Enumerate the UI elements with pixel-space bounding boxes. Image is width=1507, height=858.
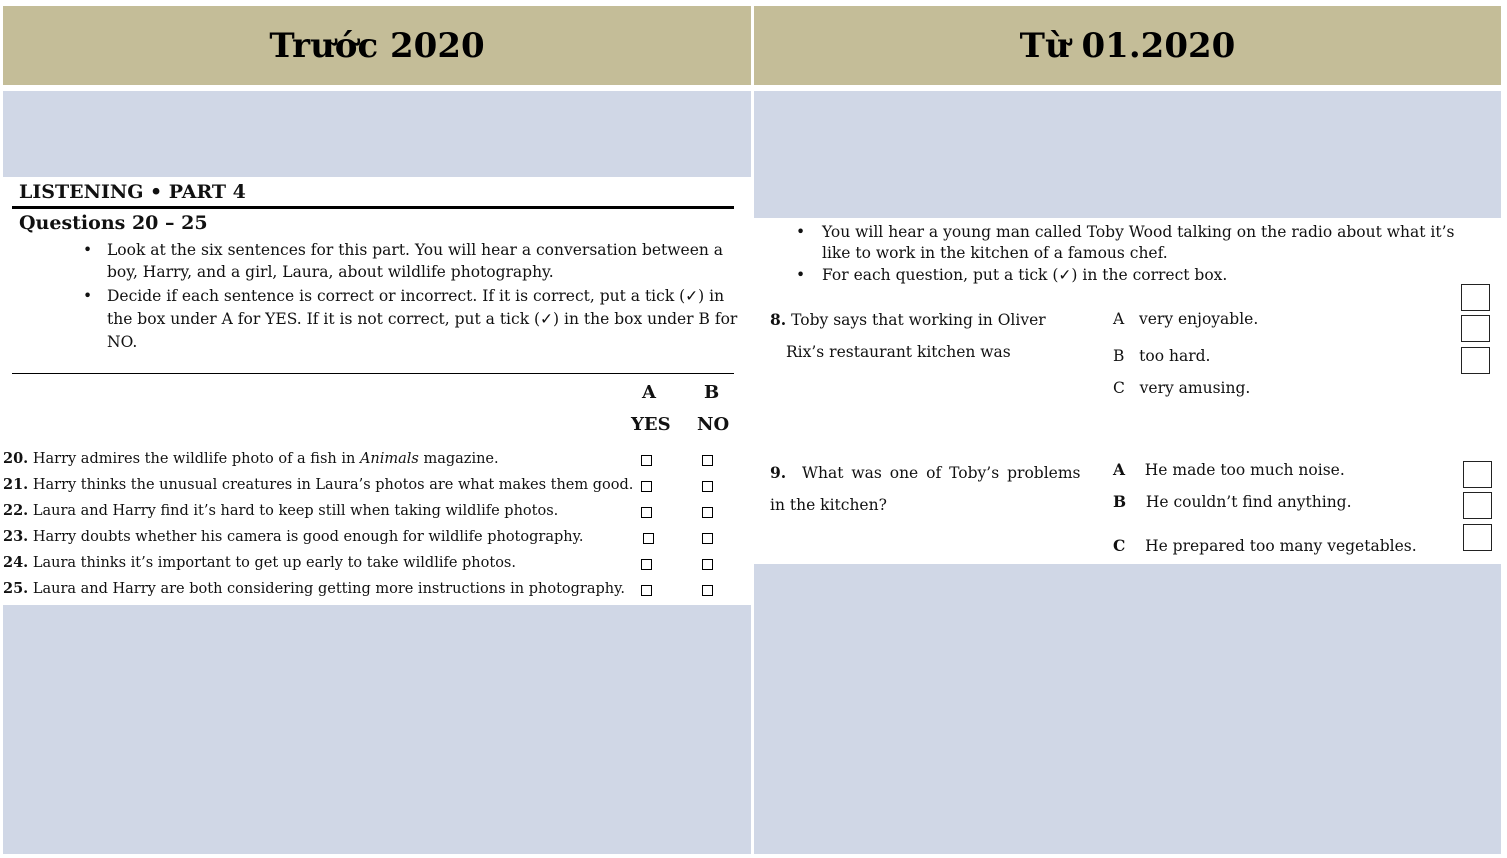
q8-answer-box-c[interactable] bbox=[1461, 347, 1490, 374]
q8-answer-box-b[interactable] bbox=[1461, 315, 1490, 342]
q8-answer-box-a[interactable] bbox=[1461, 284, 1490, 311]
question-number: 25. bbox=[3, 580, 29, 597]
listening-new-format-excerpt bbox=[754, 218, 1501, 564]
no-checkbox[interactable] bbox=[702, 559, 713, 570]
yes-checkbox[interactable] bbox=[641, 585, 652, 596]
instruction-text: Decide if each sentence is correct or incorrect. If it is correct, put a tick (✓) in the box under A for YES. If it is not correct, put a tick (✓) in the box under B for NO. bbox=[107, 287, 738, 351]
option-text: too hard. bbox=[1139, 347, 1211, 365]
instructions-list bbox=[796, 222, 1476, 287]
yes-checkbox[interactable] bbox=[641, 455, 652, 466]
question-9-line2: in the kitchen? bbox=[770, 496, 887, 514]
listening-part4-excerpt bbox=[3, 177, 751, 605]
q9-answer-box-a[interactable] bbox=[1463, 461, 1492, 488]
option-text: very enjoyable. bbox=[1138, 310, 1259, 328]
option-letter: C bbox=[1113, 379, 1125, 397]
question-8-line1 bbox=[770, 310, 1046, 329]
question-row-23 bbox=[3, 528, 751, 550]
question-row-21 bbox=[3, 476, 751, 498]
question-text: Laura and Harry find it’s hard to keep still when taking wildlife photos. bbox=[28, 503, 559, 519]
section-rule bbox=[12, 373, 734, 374]
yes-checkbox[interactable] bbox=[641, 481, 652, 492]
question-text: Toby says that working in Oliver bbox=[791, 311, 1046, 329]
col-a-letter: A bbox=[642, 382, 656, 403]
right-column bbox=[754, 6, 1501, 854]
instruction-item: • You will hear a young man called Toby Wood talking on the radio about what it’s like to work in the kitchen of a famous chef. bbox=[796, 222, 1476, 264]
no-checkbox[interactable] bbox=[702, 585, 713, 596]
left-column bbox=[3, 6, 751, 854]
right-header: Từ 01.2020 bbox=[754, 6, 1501, 85]
question-text-end: magazine. bbox=[418, 451, 499, 467]
magazine-name: Animals bbox=[359, 451, 419, 467]
question-row-22 bbox=[3, 502, 751, 524]
q8-option-c bbox=[1113, 379, 1250, 397]
exam-title: LISTENING • PART 4 bbox=[19, 181, 246, 203]
question-row-25 bbox=[3, 580, 751, 602]
question-number: 21. bbox=[3, 476, 29, 493]
q9-option-b bbox=[1113, 492, 1352, 511]
option-letter: B bbox=[1113, 347, 1125, 365]
option-text: He couldn’t find anything. bbox=[1145, 493, 1352, 511]
option-letter: B bbox=[1113, 492, 1127, 511]
col-a-yes-label: YES bbox=[631, 414, 671, 435]
question-number: 23. bbox=[3, 528, 29, 545]
option-text: He prepared too many vegetables. bbox=[1145, 537, 1417, 555]
instruction-item: • Look at the six sentences for this part. You will hear a conversation between a boy, Harry, and a girl, Laura, about wildlife photography. bbox=[83, 239, 743, 283]
question-row-20 bbox=[3, 450, 751, 472]
yes-checkbox[interactable] bbox=[641, 507, 652, 518]
no-checkbox[interactable] bbox=[702, 533, 713, 544]
question-9-line1 bbox=[770, 463, 1080, 482]
instruction-item: • For each question, put a tick (✓) in the correct box. bbox=[796, 265, 1476, 286]
question-text: Harry thinks the unusual creatures in Laura’s photos are what makes them good. bbox=[28, 477, 634, 493]
option-letter: A bbox=[1113, 460, 1126, 479]
question-number: 20. bbox=[3, 450, 29, 467]
option-letter: A bbox=[1113, 310, 1125, 328]
no-checkbox[interactable] bbox=[702, 507, 713, 518]
question-text: Harry admires the wildlife photo of a fish in bbox=[28, 451, 360, 467]
left-header: Trước 2020 bbox=[3, 6, 751, 85]
question-text: Harry doubts whether his camera is good enough for wildlife photography. bbox=[28, 529, 584, 545]
questions-label: Questions 20 – 25 bbox=[19, 212, 208, 234]
q8-option-a bbox=[1113, 310, 1258, 328]
question-8-line2: Rix’s restaurant kitchen was bbox=[786, 343, 1011, 361]
no-checkbox[interactable] bbox=[702, 455, 713, 466]
question-text: Laura thinks it’s important to get up early to take wildlife photos. bbox=[28, 555, 516, 571]
q9-option-c bbox=[1113, 536, 1417, 555]
question-number: 8. bbox=[770, 310, 787, 329]
question-number: 24. bbox=[3, 554, 29, 571]
question-number: 22. bbox=[3, 502, 29, 519]
question-text: Laura and Harry are both considering getting more instructions in photography. bbox=[28, 581, 625, 597]
yes-checkbox[interactable] bbox=[641, 559, 652, 570]
question-row-24 bbox=[3, 554, 751, 576]
option-text: very amusing. bbox=[1139, 379, 1251, 397]
q9-option-a bbox=[1113, 460, 1345, 479]
option-text: He made too much noise. bbox=[1144, 461, 1345, 479]
col-b-letter: B bbox=[704, 382, 720, 403]
q9-answer-box-b[interactable] bbox=[1463, 492, 1492, 519]
q9-answer-box-c[interactable] bbox=[1463, 524, 1492, 551]
instructions-list bbox=[83, 239, 743, 356]
question-text: What was one of Toby’s problems bbox=[802, 464, 1081, 482]
title-rule bbox=[12, 206, 734, 209]
option-letter: C bbox=[1113, 536, 1126, 555]
no-checkbox[interactable] bbox=[702, 481, 713, 492]
yes-checkbox[interactable] bbox=[643, 533, 654, 544]
question-number: 9. bbox=[770, 463, 787, 482]
instruction-item bbox=[83, 285, 743, 354]
col-b-no-label: NO bbox=[697, 414, 730, 435]
q8-option-b bbox=[1113, 347, 1210, 365]
